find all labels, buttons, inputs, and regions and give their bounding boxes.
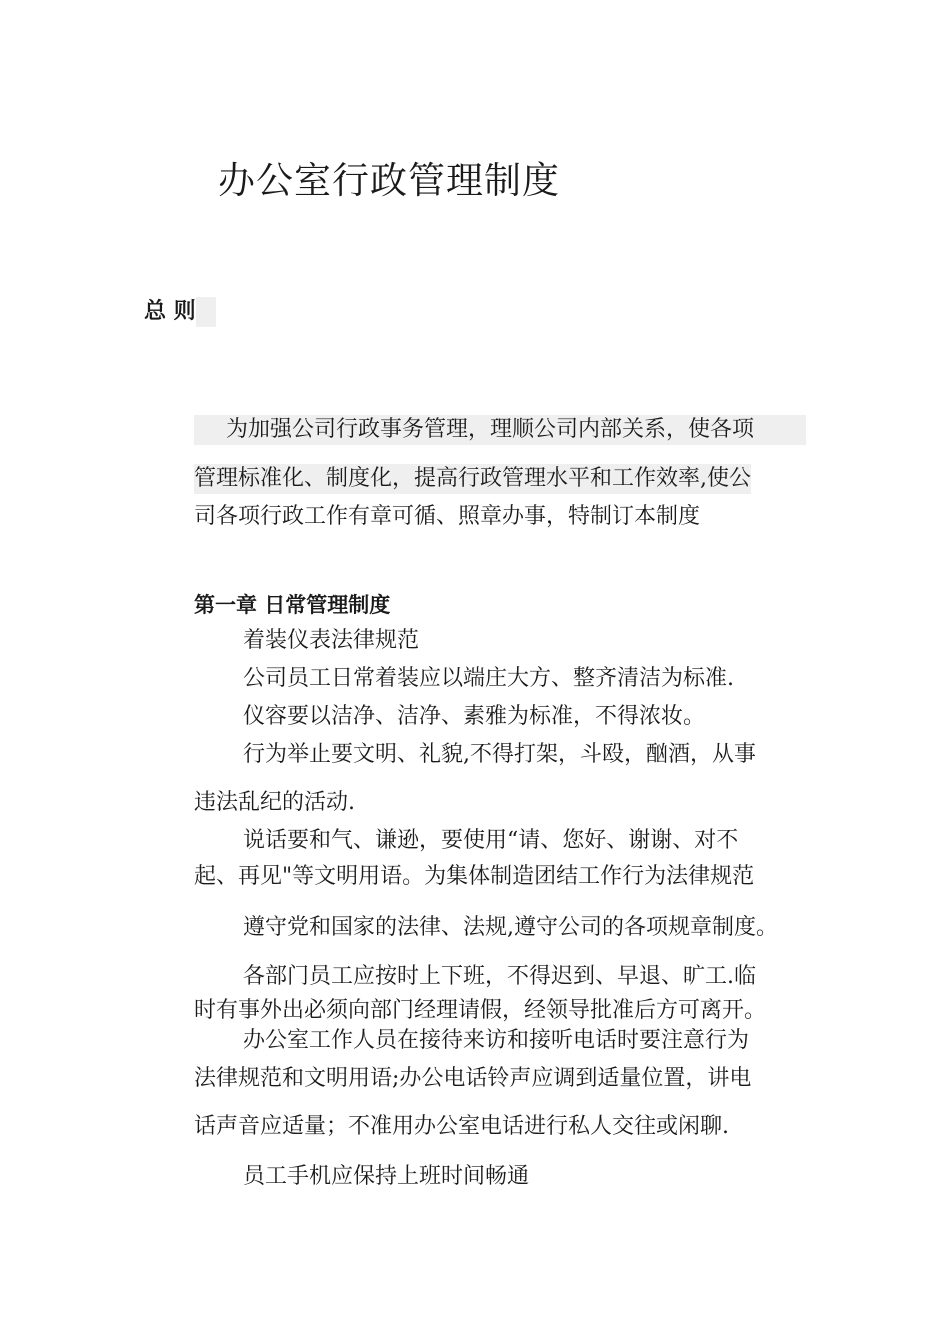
paragraph-line: 时有事外出必须向部门经理请假，经领导批准后方可离开。 bbox=[194, 998, 767, 1023]
paragraph-line: 仪容要以洁净、洁净、素雅为标准，不得浓妆。 bbox=[243, 704, 706, 729]
paragraph-line: 遵守党和国家的法律、法规,遵守公司的各项规章制度。 bbox=[243, 915, 778, 940]
paragraph-line: 公司员工日常着装应以端庄大方、整齐清洁为标准. bbox=[243, 666, 734, 691]
document-title: 办公室行政管理制度 bbox=[218, 159, 560, 202]
chapter-heading: 第一章 日常管理制度 bbox=[194, 593, 391, 617]
section-heading: 总 则 bbox=[144, 297, 216, 327]
paragraph-line: 说话要和气、谦逊，要使用“请、您好、谢谢、对不 bbox=[243, 828, 739, 853]
paragraph-line: 行为举止要文明、礼貌,不得打架，斗殴，酗酒，从事 bbox=[243, 742, 756, 767]
paragraph-line: 话声音应适量；不准用办公室电话进行私人交往或闲聊. bbox=[194, 1114, 729, 1139]
paragraph-line: 各部门员工应按时上下班，不得迟到、早退、旷工.临 bbox=[243, 964, 756, 989]
intro-line-2: 管理标准化、制度化，提高行政管理水平和工作效率,使公 bbox=[194, 464, 751, 494]
paragraph-line: 着装仪表法律规范 bbox=[243, 628, 420, 653]
paragraph-line: 法律规范和文明用语;办公电话铃声应调到适量位置，讲电 bbox=[194, 1066, 752, 1091]
paragraph-line: 起、再见"等文明用语。为集体制造团结工作行为法律规范 bbox=[194, 864, 755, 889]
paragraph-line: 办公室工作人员在接待来访和接听电话时要注意行为 bbox=[243, 1028, 750, 1053]
paragraph-line: 违法乱纪的活动. bbox=[194, 790, 355, 815]
intro-line-1: 为加强公司行政事务管理，理顺公司内部关系，使各项 bbox=[194, 415, 806, 445]
paragraph-line: 员工手机应保持上班时间畅通 bbox=[243, 1164, 530, 1189]
intro-line-3: 司各项行政工作有章可循、照章办事，特制订本制度 bbox=[194, 504, 701, 529]
